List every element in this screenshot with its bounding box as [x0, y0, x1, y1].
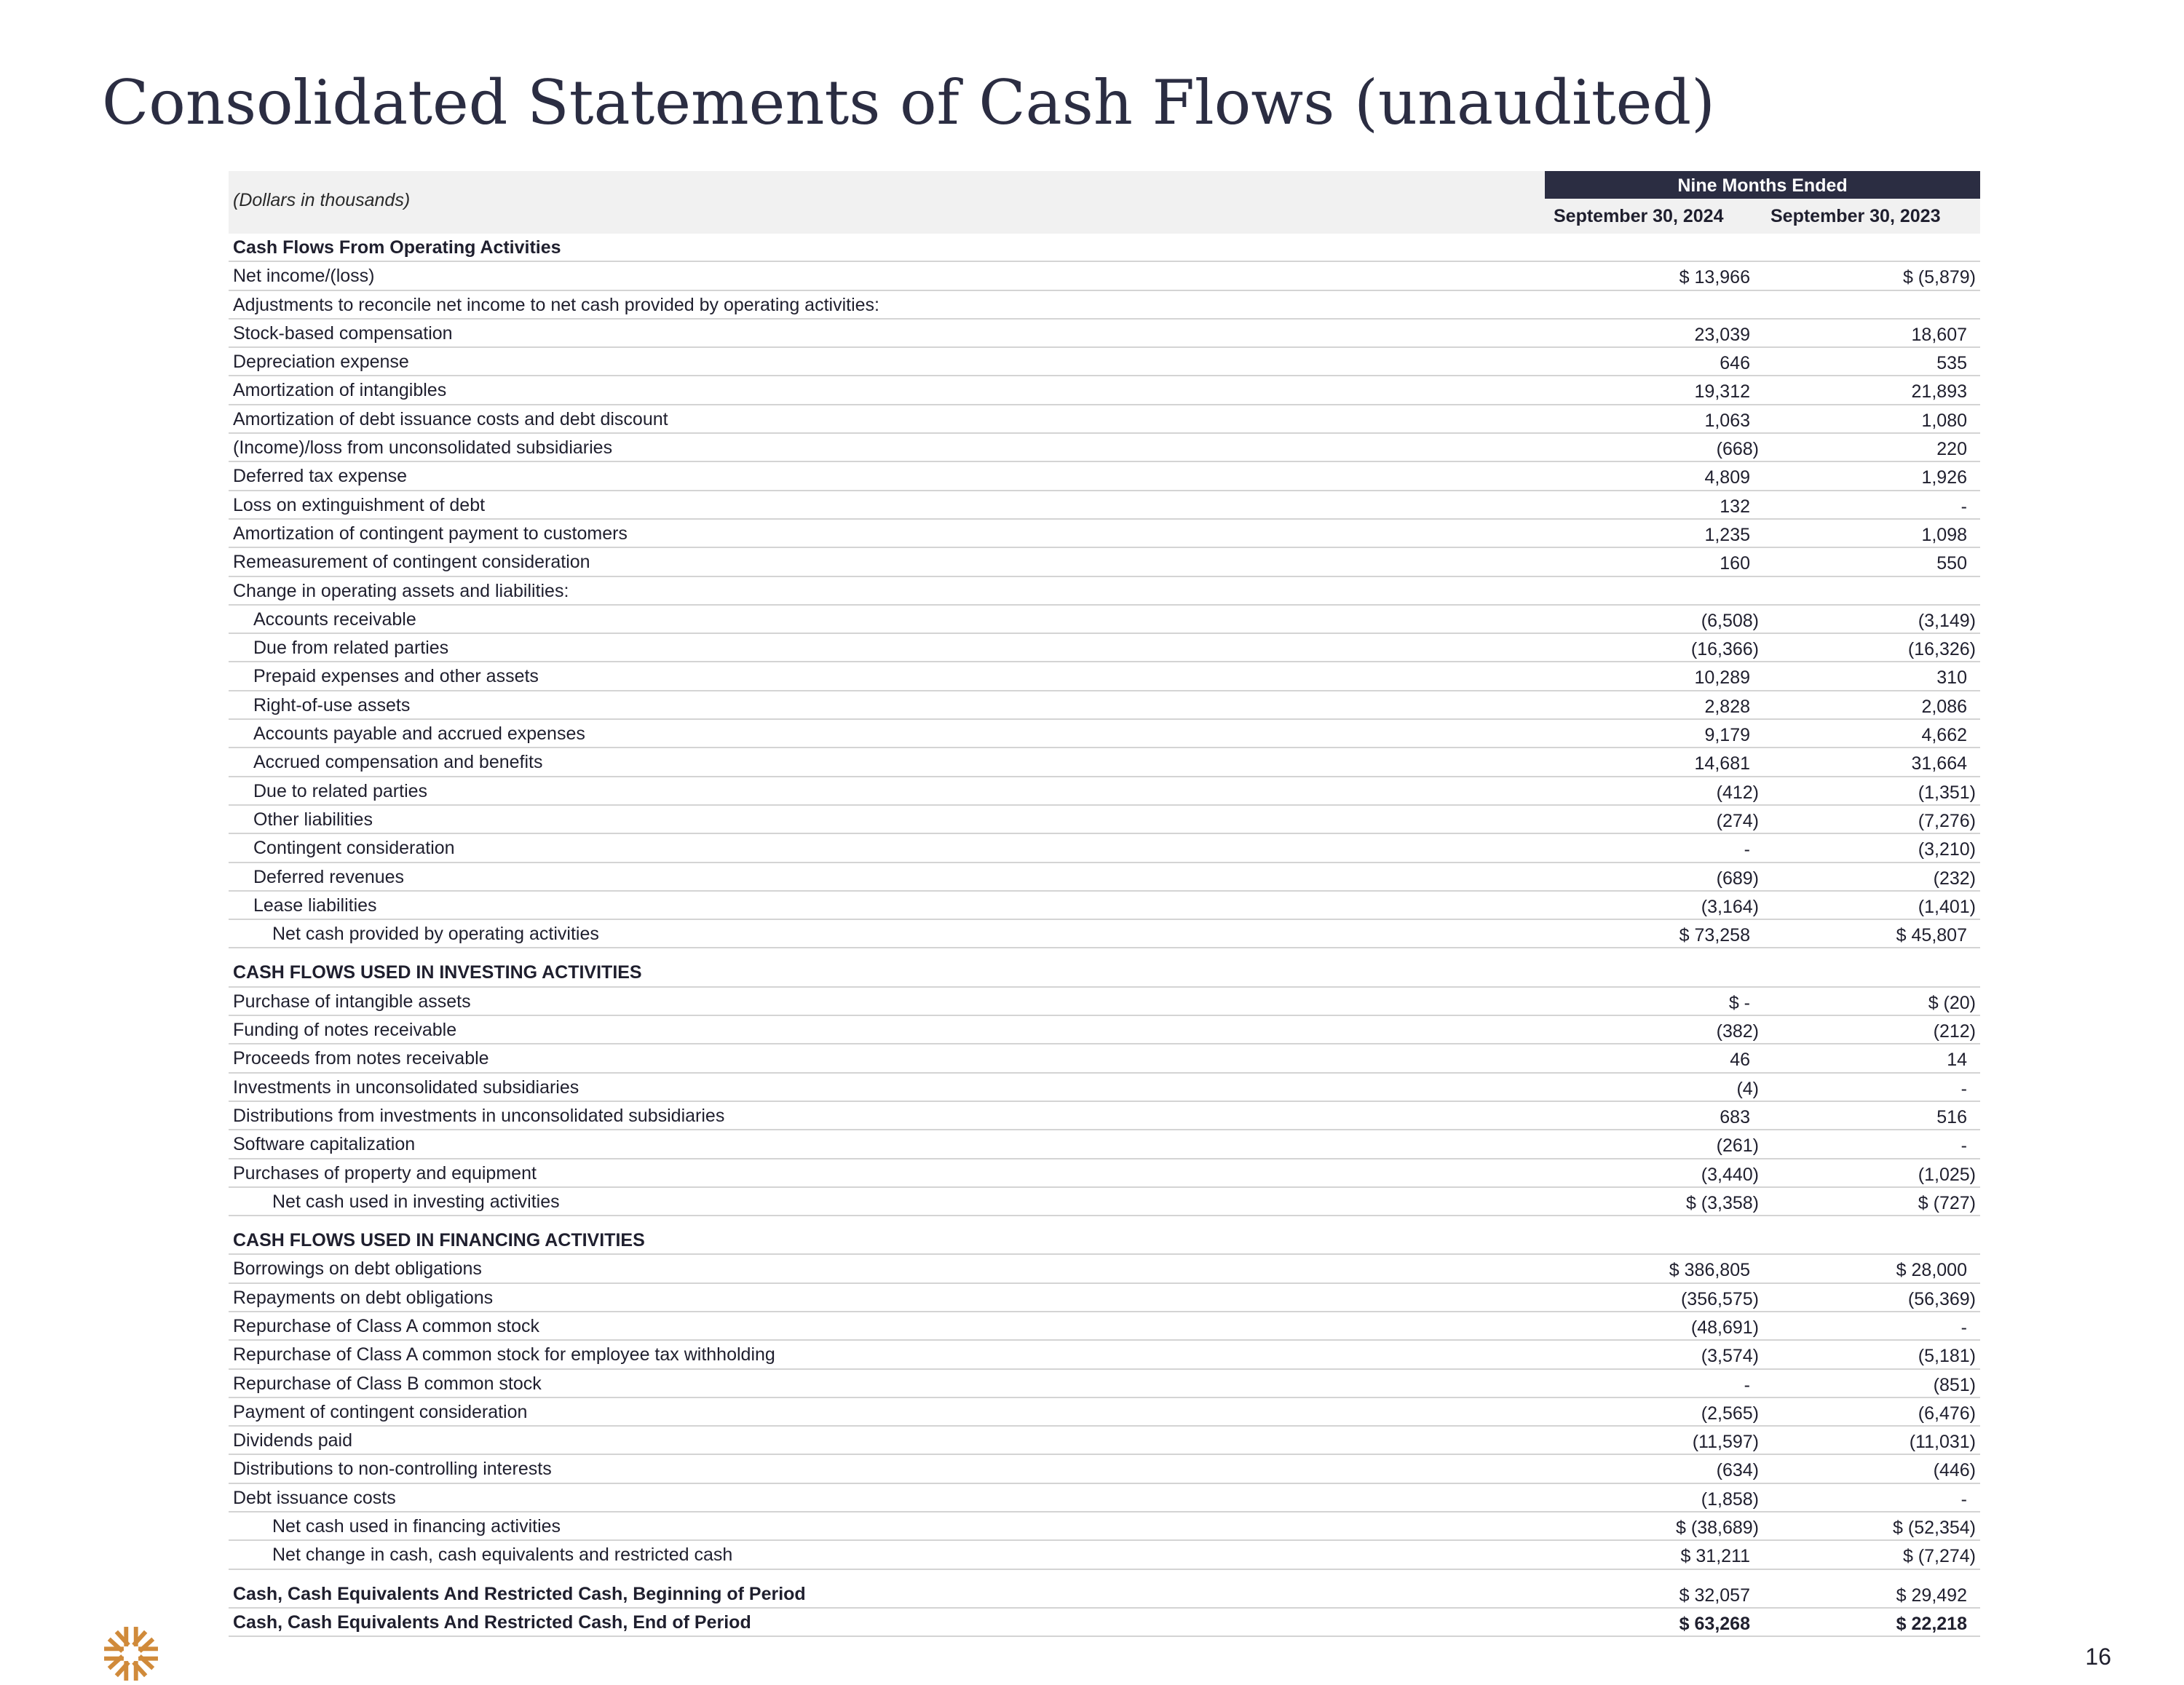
value-2023: 516: [1936, 1106, 1967, 1127]
row-label: Distributions to non-controlling interests: [233, 1459, 552, 1480]
table-row: [229, 748, 1980, 777]
table-row: [229, 1580, 1980, 1609]
value-2023: 31,664: [1911, 753, 1967, 774]
value-2023: 21,893: [1911, 381, 1967, 403]
value-2023: -: [1961, 1317, 1967, 1338]
value-2024: $ (3,358): [1685, 1192, 1759, 1213]
row-label: Stock-based compensation: [233, 322, 453, 344]
table-row: [229, 1398, 1980, 1427]
value-2023: -: [1961, 1135, 1967, 1157]
value-2024: (6,508): [1701, 610, 1759, 631]
table-row: [229, 1512, 1980, 1541]
row-label: Payment of contingent consideration: [233, 1401, 528, 1422]
row-label: Due from related parties: [253, 638, 449, 659]
value-2024: 646: [1720, 353, 1750, 374]
table-row: [229, 662, 1980, 691]
table-row: [229, 1226, 1980, 1255]
row-label: Lease liabilities: [253, 895, 377, 916]
table-row: [229, 520, 1980, 548]
value-2023: -: [1961, 1078, 1967, 1099]
row-label: Cash, Cash Equivalents And Restricted Cash, End of Period: [233, 1611, 751, 1633]
value-2024: $ (38,689): [1676, 1518, 1759, 1539]
value-2024: 46: [1730, 1050, 1750, 1071]
column-header-2023: September 30, 2023: [1770, 206, 1941, 226]
row-label: Deferred tax expense: [233, 466, 408, 487]
table-row: [229, 777, 1980, 806]
table-row: [229, 1341, 1980, 1369]
value-2024: (3,574): [1701, 1346, 1759, 1367]
value-2023: $ (7,274): [1902, 1546, 1976, 1567]
table-row: [229, 806, 1980, 834]
starburst-logo-icon: [100, 1623, 162, 1684]
table-row: [229, 1312, 1980, 1341]
value-2024: (4): [1736, 1078, 1759, 1099]
row-label: Accounts receivable: [253, 608, 416, 630]
row-label: Adjustments to reconcile net income to net cash provided by operating activities:: [233, 294, 879, 315]
value-2023: (6,476): [1918, 1403, 1976, 1424]
value-2024: 4,809: [1704, 467, 1750, 488]
row-label: Deferred revenues: [253, 866, 405, 887]
table-body: [229, 234, 1980, 1637]
value-2023: $ (52,354): [1893, 1518, 1976, 1539]
value-2024: (48,691): [1690, 1317, 1759, 1338]
value-2024: -: [1744, 1374, 1750, 1395]
value-2024: $ 32,057: [1679, 1585, 1750, 1606]
value-2024: 2,828: [1704, 696, 1750, 717]
row-label: Repurchase of Class B common stock: [233, 1373, 542, 1394]
row-label: Repayments on debt obligations: [233, 1287, 494, 1308]
value-2024: 683: [1720, 1106, 1750, 1127]
value-2024: (1,858): [1701, 1488, 1759, 1510]
table-row: [229, 1016, 1980, 1044]
value-2023: (1,025): [1918, 1164, 1976, 1185]
row-label: Proceeds from notes receivable: [233, 1048, 489, 1069]
table-row: [229, 376, 1980, 405]
value-2024: (3,164): [1701, 896, 1759, 917]
value-2023: (3,210): [1918, 839, 1976, 860]
period-band: Nine Months Ended: [1545, 171, 1980, 199]
value-2023: (7,276): [1918, 810, 1976, 831]
table-row: [229, 348, 1980, 376]
cash-flow-table: [229, 171, 1980, 1637]
row-label: Dividends paid: [233, 1430, 352, 1451]
value-2023: $ (5,879): [1902, 267, 1976, 288]
value-2023: (212): [1933, 1021, 1976, 1042]
table-row: [229, 1370, 1980, 1398]
value-2023: $ 22,218: [1896, 1613, 1967, 1634]
row-label: Due to related parties: [253, 780, 428, 801]
value-2024: (634): [1716, 1460, 1759, 1481]
row-label: Cash Flows From Operating Activities: [233, 237, 561, 258]
table-row: [229, 691, 1980, 720]
value-2023: 1,080: [1921, 410, 1967, 431]
value-2023: -: [1961, 1488, 1967, 1510]
table-row: [229, 434, 1980, 462]
value-2024: (274): [1716, 810, 1759, 831]
table-row: [229, 1255, 1980, 1283]
value-2023: (851): [1933, 1374, 1976, 1395]
value-2023: (1,401): [1918, 896, 1976, 917]
value-2024: (2,565): [1701, 1403, 1759, 1424]
value-2023: (5,181): [1918, 1346, 1976, 1367]
value-2023: $ 29,492: [1896, 1585, 1967, 1606]
row-label: Debt issuance costs: [233, 1487, 396, 1508]
table-row: [229, 577, 1980, 606]
table-row: [229, 988, 1980, 1016]
row-label: Cash, Cash Equivalents And Restricted Cash, Beginning of Period: [233, 1583, 806, 1604]
row-label: Depreciation expense: [233, 352, 409, 373]
value-2023: $ (727): [1918, 1192, 1976, 1213]
value-2024: $ 63,268: [1679, 1613, 1750, 1634]
table-row: [229, 863, 1980, 892]
row-label: Accrued compensation and benefits: [253, 752, 543, 773]
table-row: [229, 1044, 1980, 1073]
table-row: [229, 1159, 1980, 1188]
value-2024: (3,440): [1701, 1164, 1759, 1185]
table-row: [229, 1130, 1980, 1159]
value-2024: 160: [1720, 553, 1750, 574]
row-label: Accounts payable and accrued expenses: [253, 723, 585, 745]
row-label: Funding of notes receivable: [233, 1020, 457, 1041]
value-2024: 23,039: [1694, 324, 1750, 345]
row-label: Net cash used in investing activities: [272, 1191, 560, 1212]
row-label: Purchases of property and equipment: [233, 1162, 537, 1184]
row-label: CASH FLOWS USED IN FINANCING ACTIVITIES: [233, 1230, 645, 1251]
row-label: Repurchase of Class A common stock for employee tax withholding: [233, 1344, 775, 1365]
value-2024: (412): [1716, 782, 1759, 803]
table-row: [229, 491, 1980, 520]
value-2023: (11,031): [1909, 1432, 1976, 1453]
value-2023: 2,086: [1921, 696, 1967, 717]
value-2024: (356,575): [1680, 1288, 1759, 1309]
row-label: Prepaid expenses and other assets: [253, 666, 539, 687]
table-row: [229, 291, 1980, 320]
value-2024: $ 73,258: [1679, 925, 1750, 946]
row-label: Loss on extinguishment of debt: [233, 494, 486, 515]
table-row: [229, 1188, 1980, 1216]
value-2024: (11,597): [1692, 1432, 1759, 1453]
table-row: [229, 462, 1980, 491]
value-2023: 14: [1947, 1050, 1967, 1071]
table-row: [229, 1455, 1980, 1483]
page-title: Consolidated Statements of Cash Flows (unaudited): [102, 67, 1715, 138]
value-2023: 310: [1936, 667, 1967, 689]
value-2024: (668): [1716, 439, 1759, 460]
row-label: Distributions from investments in unconsolidated subsidiaries: [233, 1105, 725, 1126]
value-2023: (56,369): [1907, 1288, 1976, 1309]
value-2024: 132: [1720, 496, 1750, 517]
row-label: Right-of-use assets: [253, 694, 411, 715]
row-label: Amortization of intangibles: [233, 380, 447, 401]
row-label: Net change in cash, cash equivalents and restricted cash: [272, 1545, 733, 1566]
value-2023: (16,326): [1907, 639, 1976, 660]
value-2024: (261): [1716, 1135, 1759, 1157]
table-row: [229, 320, 1980, 348]
row-label: Contingent consideration: [253, 838, 455, 859]
table-row: [229, 606, 1980, 634]
table-row: [229, 834, 1980, 863]
table-row: [229, 892, 1980, 920]
row-label: Other liabilities: [253, 809, 373, 830]
table-row: [229, 1102, 1980, 1130]
table-header: [229, 171, 1980, 234]
table-row: [229, 1609, 1980, 1637]
table-row: [229, 920, 1980, 948]
row-label: Investments in unconsolidated subsidiaries: [233, 1077, 579, 1098]
value-2024: $ 13,966: [1679, 267, 1750, 288]
units-note: (Dollars in thousands): [233, 190, 411, 210]
table-row: [229, 405, 1980, 434]
table-row: [229, 634, 1980, 662]
table-row: [229, 1074, 1980, 1102]
value-2023: (232): [1933, 868, 1976, 889]
value-2024: 14,681: [1694, 753, 1750, 774]
value-2024: 1,063: [1704, 410, 1750, 431]
row-label: Net cash used in financing activities: [272, 1516, 561, 1537]
row-label: Borrowings on debt obligations: [233, 1258, 482, 1280]
value-2023: 1,098: [1921, 524, 1967, 545]
value-2024: 10,289: [1694, 667, 1750, 689]
page-number: 16: [2085, 1644, 2111, 1670]
row-label: Remeasurement of contingent consideration: [233, 552, 590, 573]
value-2024: $ 386,805: [1669, 1260, 1750, 1281]
value-2023: 535: [1936, 353, 1967, 374]
value-2024: $ 31,211: [1680, 1546, 1750, 1567]
value-2023: $ (20): [1928, 992, 1976, 1013]
value-2024: 9,179: [1704, 725, 1750, 746]
row-label: Amortization of contingent payment to customers: [233, 523, 628, 544]
table-row: [229, 720, 1980, 748]
value-2024: 19,312: [1694, 381, 1750, 403]
table-row: [229, 234, 1980, 262]
row-label: Net income/(loss): [233, 266, 375, 287]
value-2023: 550: [1936, 553, 1967, 574]
table-row: [229, 1284, 1980, 1312]
value-2023: $ 28,000: [1896, 1260, 1967, 1281]
row-label: Amortization of debt issuance costs and debt discount: [233, 408, 668, 429]
table-row: [229, 262, 1980, 290]
value-2023: $ 45,807: [1896, 925, 1967, 946]
row-label: Software capitalization: [233, 1134, 416, 1155]
value-2024: (382): [1716, 1021, 1759, 1042]
row-label: (Income)/loss from unconsolidated subsidiaries: [233, 437, 613, 459]
value-2023: 1,926: [1921, 467, 1967, 488]
value-2023: 18,607: [1911, 324, 1967, 345]
column-header-2024: September 30, 2024: [1554, 206, 1724, 226]
row-label: Net cash provided by operating activities: [272, 924, 599, 945]
row-label: Repurchase of Class A common stock: [233, 1315, 540, 1336]
value-2023: 220: [1936, 439, 1967, 460]
value-2024: $ -: [1728, 992, 1750, 1013]
value-2023: (3,149): [1918, 610, 1976, 631]
table-row: [229, 959, 1980, 987]
row-label: Purchase of intangible assets: [233, 991, 471, 1012]
table-row: [229, 548, 1980, 576]
table-row: [229, 1427, 1980, 1455]
value-2023: 4,662: [1921, 725, 1967, 746]
value-2023: (1,351): [1918, 782, 1976, 803]
table-row: [229, 1541, 1980, 1569]
value-2024: (689): [1716, 868, 1759, 889]
row-label: CASH FLOWS USED IN INVESTING ACTIVITIES: [233, 962, 642, 983]
table-row: [229, 1484, 1980, 1512]
value-2023: -: [1961, 496, 1967, 517]
value-2024: 1,235: [1704, 524, 1750, 545]
row-label: Change in operating assets and liabilities:: [233, 580, 569, 601]
value-2024: (16,366): [1690, 639, 1759, 660]
value-2024: -: [1744, 839, 1750, 860]
value-2023: (446): [1933, 1460, 1976, 1481]
